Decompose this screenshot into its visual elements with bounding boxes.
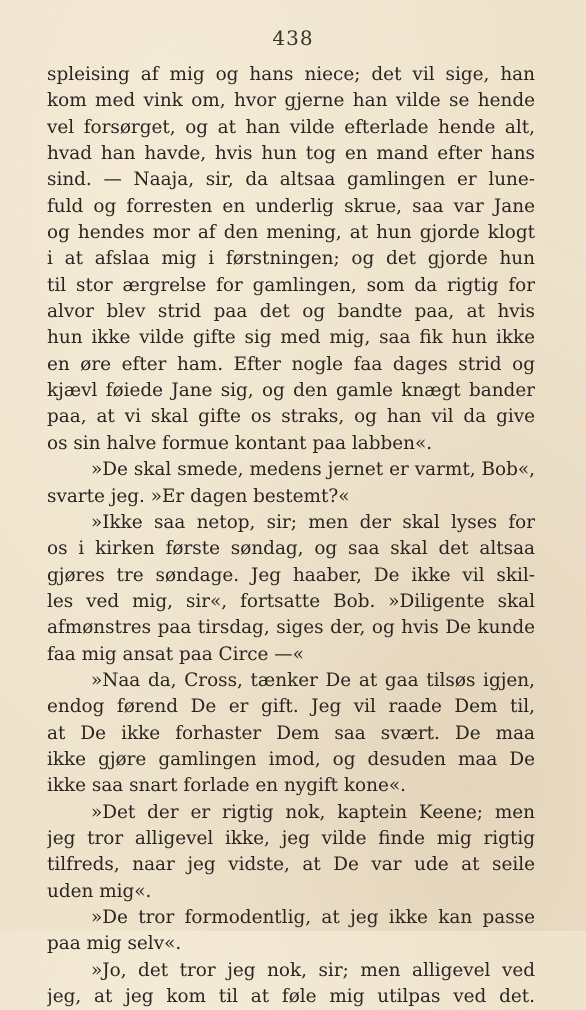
text-line: en øre efter ham. Efter nogle faa dages strid og (47, 353, 535, 375)
text-line: les ved mig, sir«, fortsatte Bob. »Diligente skal (47, 590, 535, 612)
text-line: alvor blev strid paa det og bandte paa, at hvis (47, 301, 535, 323)
text-line: til stor ærgrelse for gamlingen, som da rigtig for (47, 274, 535, 296)
text-line: ikke gjøre gamlingen imod, og desuden maa De (47, 748, 535, 770)
text-line: kjævl føiede Jane sig, og den gamle knægt bander (47, 380, 535, 402)
text-line: paa mig selv«. (47, 933, 182, 955)
text-line: hvad han havde, hvis hun tog en mand efter hans (47, 143, 535, 165)
text-line: os i kirken første søndag, og saa skal det altsaa (47, 538, 535, 560)
text-line: os sin halve formue kontant paa labben«. (47, 432, 433, 454)
text-line: vel forsørget, og at han vilde efterlade hende alt, (47, 116, 535, 138)
text-line: kom med vink om, hvor gjerne han vilde se hende (47, 90, 535, 112)
text-line: afmønstres paa tirsdag, siges der, og hvis De kunde (47, 617, 535, 639)
text-line: uden mig«. (47, 880, 152, 902)
text-line: hun ikke vilde gifte sig med mig, saa fik hun ikke (47, 327, 535, 349)
text-line: ikke saa snart forlade en nygift kone«. (47, 775, 406, 797)
text-line: og hendes mor af den mening, at hun gjorde klogt (47, 222, 535, 244)
text-line: svarte jeg. »Er dagen bestemt?« (47, 485, 350, 507)
text-line: jeg, at jeg kom til at føle mig utilpas ved det. (47, 986, 535, 1008)
text-line: »De skal smede, medens jernet er varmt, Bob«, (91, 459, 535, 481)
text-line: spleising af mig og hans niece; det vil sige, han (47, 64, 535, 85)
text-line: »De tror formodentlig, at jeg ikke kan passe (91, 907, 535, 928)
text-line: gjøres tre søndage. Jeg haaber, De ikke vil skil- (47, 564, 535, 586)
text-line: paa, at vi skal gifte os straks, og han vil da give (47, 406, 535, 428)
text-line: faa mig ansat paa Circe —« (47, 643, 304, 665)
text-line: »Jo, det tror jeg nok, sir; men alligevel ved (91, 959, 535, 981)
text-line: »Ikke saa netop, sir; men der skal lyses for (91, 511, 535, 533)
page-text (47, 62, 535, 1010)
page-number: 438 (272, 26, 314, 50)
text-line: »Det der er rigtig nok, kaptein Keene; men (91, 801, 535, 823)
text-line: »Naa da, Cross, tænker De at gaa tilsøs igjen, (91, 669, 535, 691)
text-line: at De ikke forhaster Dem saa svært. De maa (47, 722, 535, 744)
text-line: jeg tror alligevel ikke, jeg vilde finde mig rigtig (47, 827, 535, 849)
text-line: tilfreds, naar jeg vidste, at De var ude at seile (47, 854, 535, 876)
text-line: sind. — Naaja, sir, da altsaa gamlingen er lune- (47, 169, 535, 191)
text-line: fuld og forresten en underlig skrue, saa var Jane (47, 195, 535, 217)
text-line: i at afslaa mig i førstningen; og det gjorde hun (47, 248, 535, 270)
text-line: endog førend De er gift. Jeg vil raade Dem til, (47, 696, 535, 718)
